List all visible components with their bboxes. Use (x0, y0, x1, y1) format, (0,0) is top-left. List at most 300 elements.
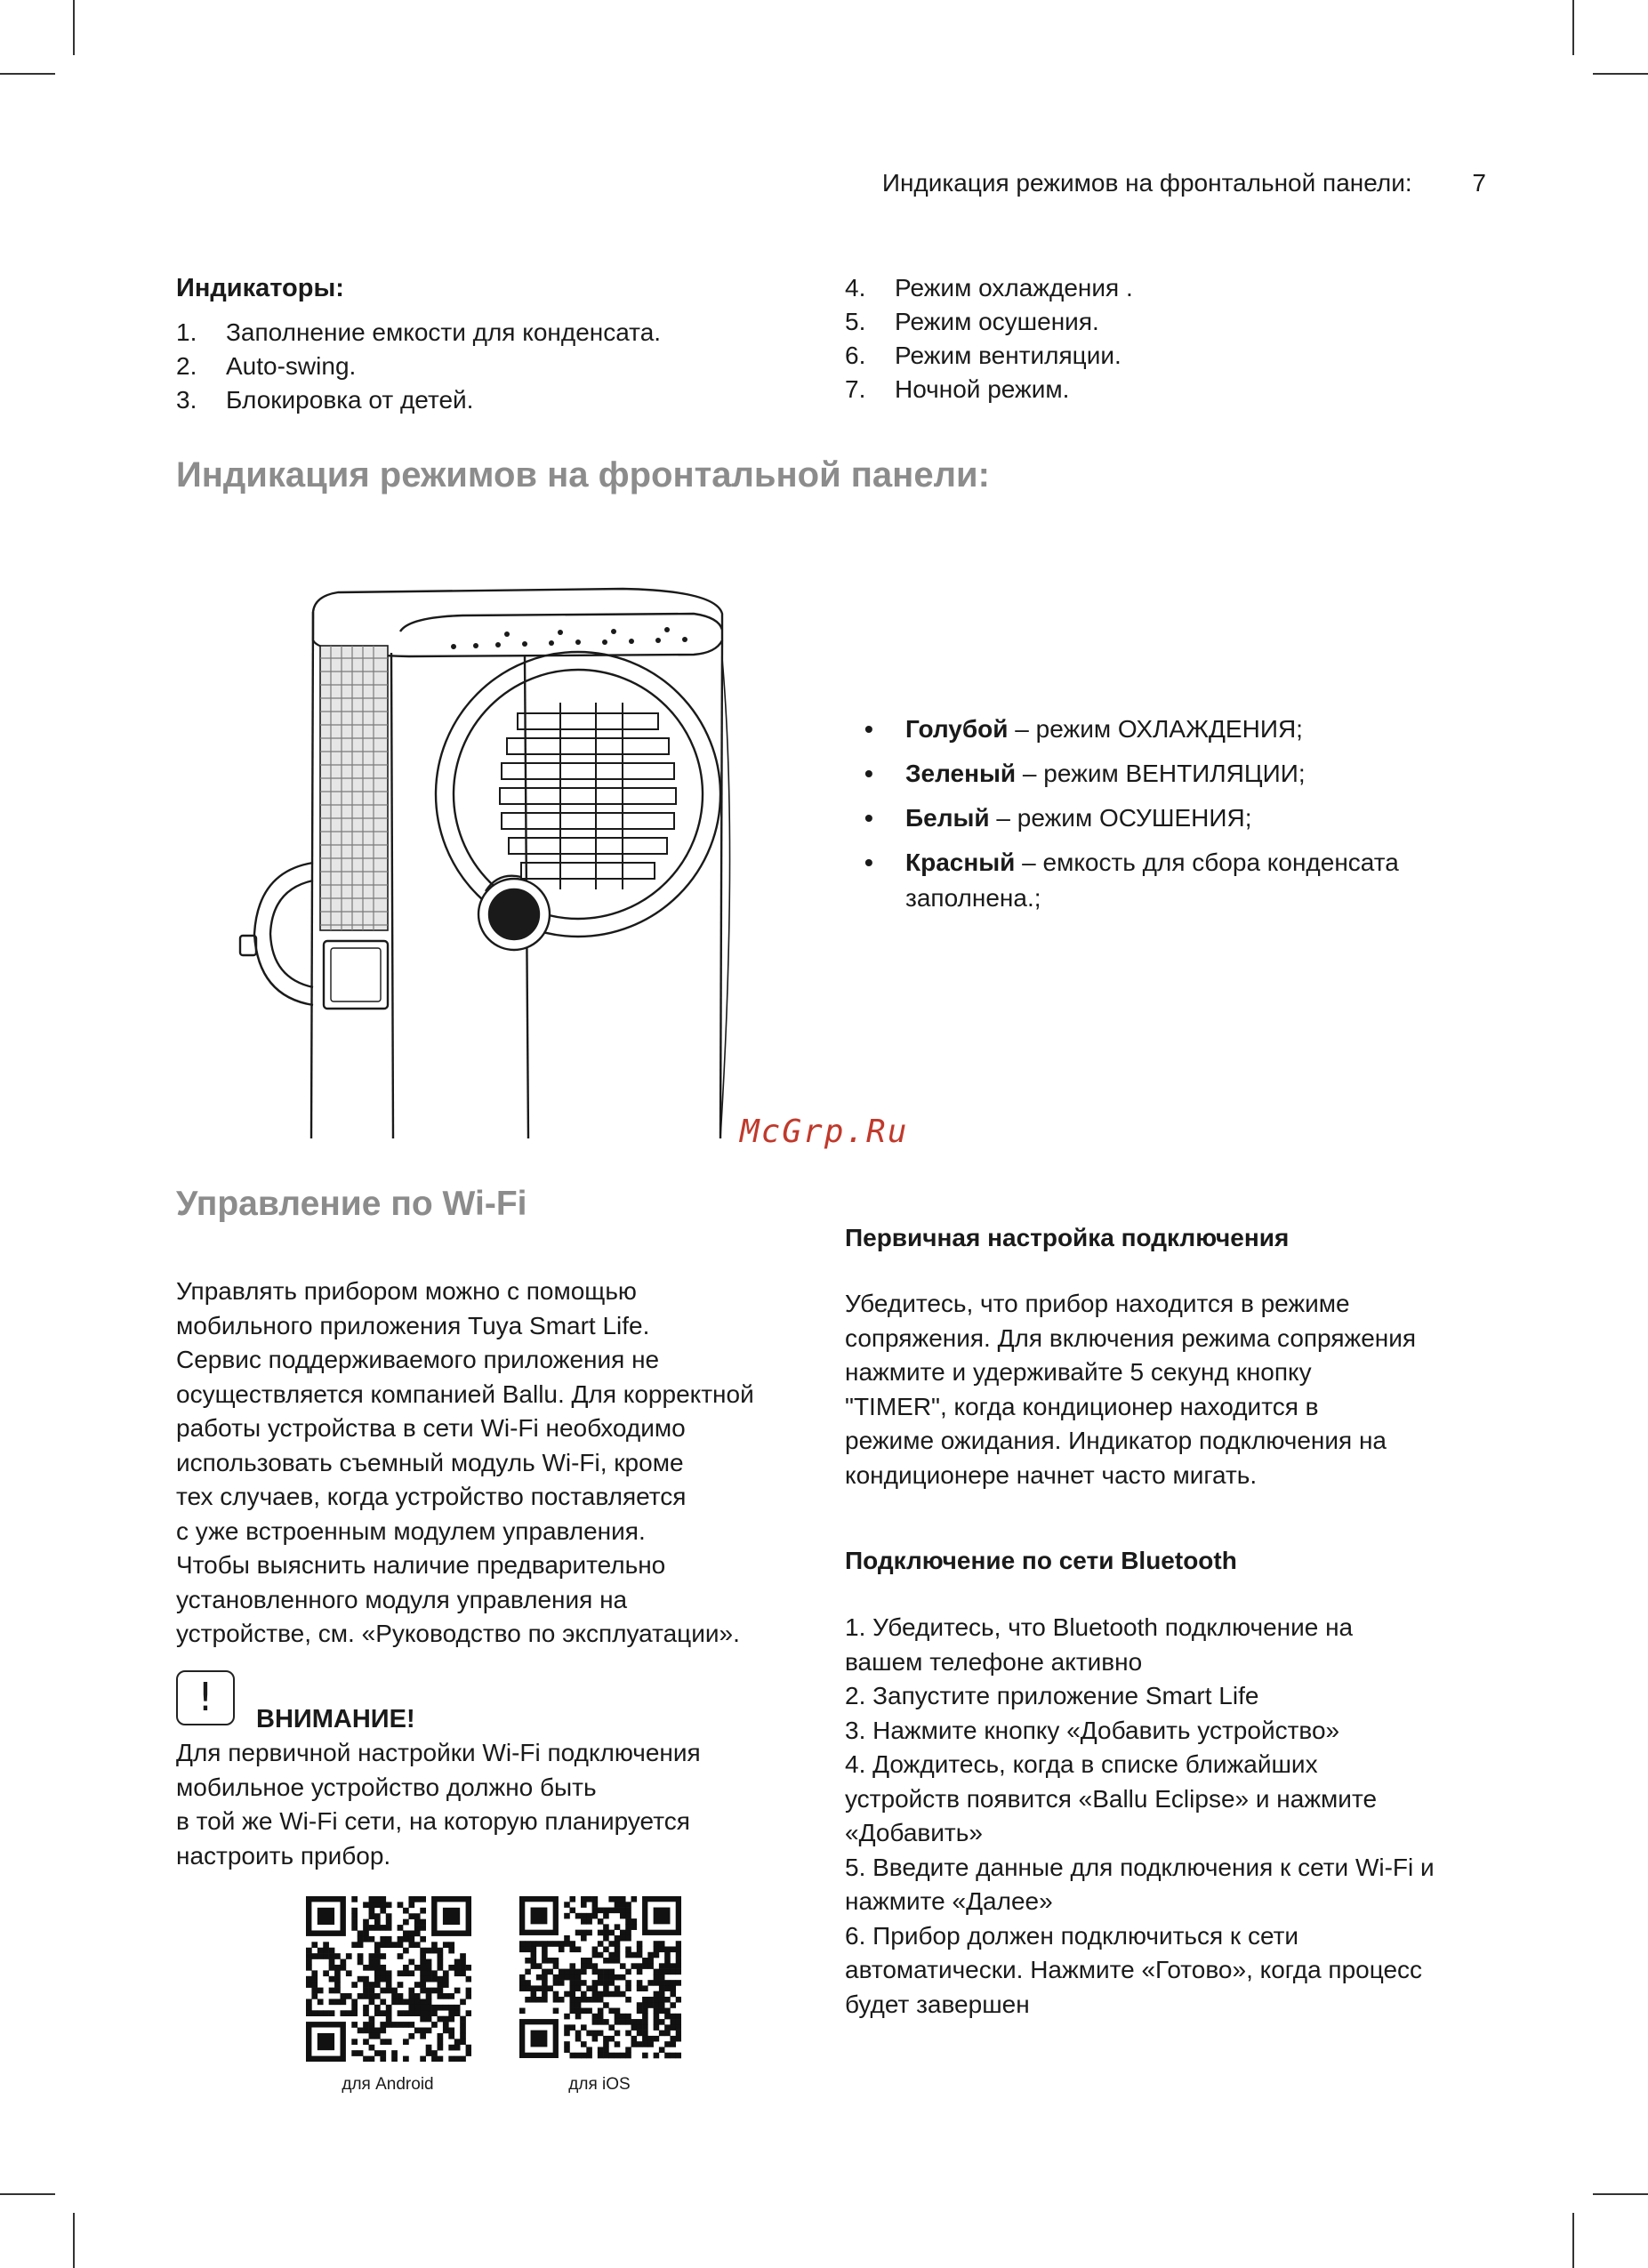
qr-module (398, 1925, 404, 1931)
qr-code-android[interactable] (306, 1896, 471, 2062)
qr-module (380, 1936, 386, 1942)
qr-module (438, 1953, 444, 1959)
qr-module (323, 1970, 329, 1976)
qr-module (408, 1936, 414, 1942)
qr-module (306, 1976, 312, 1982)
qr-module (380, 1942, 386, 1948)
bluetooth-steps (845, 1611, 1485, 2022)
qr-module (340, 2010, 346, 2016)
qr-finder-pattern (531, 2031, 548, 2047)
qr-module (531, 1946, 537, 1952)
qr-module (654, 2008, 660, 2015)
qr-module (380, 2050, 386, 2056)
qr-module (525, 1997, 531, 2003)
qr-module (318, 1953, 324, 1959)
qr-module (426, 2045, 432, 2051)
qr-module (642, 1958, 648, 1964)
qr-module (659, 1980, 665, 1986)
qr-module (659, 1969, 665, 1975)
text-line: "TIMER", когда кондиционер находится в (845, 1392, 1319, 1420)
qr-module (547, 1941, 553, 1947)
qr-module (598, 2019, 604, 2025)
qr-module (351, 1982, 358, 1988)
indicator-item (845, 271, 1467, 305)
qr-module (625, 1913, 631, 1919)
qr-module (448, 1942, 454, 1948)
qr-module (608, 1969, 615, 1975)
qr-module (659, 1991, 665, 1998)
qr-module (531, 1941, 537, 1947)
qr-module (386, 1919, 392, 1926)
qr-module (431, 1970, 438, 1976)
qr-module (369, 2028, 375, 2034)
running-title: Индикация режимов на фронтальной панели: (881, 169, 1412, 197)
qr-module (340, 1999, 346, 2005)
text-line: установленного модуля управления на (176, 1585, 628, 1613)
qr-module (363, 2056, 369, 2062)
qr-module (603, 2047, 609, 2053)
qr-module (536, 1985, 543, 1991)
qr-module (608, 2024, 615, 2031)
qr-module (460, 2033, 466, 2039)
qr-module (519, 1974, 526, 1981)
qr-module (380, 2010, 386, 2016)
qr-module (414, 1999, 421, 2005)
qr-module (575, 1980, 582, 1986)
qr-module (575, 1974, 582, 1981)
qr-module (323, 1942, 329, 1948)
qr-module (414, 1930, 421, 1936)
qr-code-ios[interactable] (519, 1896, 681, 2062)
qr-module (431, 2050, 438, 2056)
qr-module (438, 1982, 444, 1988)
qr-module (420, 1919, 426, 1926)
qr-module (625, 1902, 631, 1908)
qr-module (659, 1963, 665, 1969)
qr-module (519, 1985, 526, 1991)
qr-module (553, 1941, 559, 1947)
qr-module (334, 1965, 341, 1971)
qr-module (676, 2014, 681, 2020)
qr-module (659, 2008, 665, 2015)
qr-module (414, 2010, 421, 2016)
qr-module (374, 2033, 381, 2039)
text-line: 3. Нажмите кнопку «Добавить устройство» (845, 1716, 1340, 1744)
mode-color-desc: – емкость для сбора конденсата заполнена.; (905, 848, 1399, 912)
mode-color-desc: – режим ОХЛАЖДЕНИЯ; (1008, 715, 1303, 743)
qr-module (569, 1980, 575, 1986)
qr-module (374, 1913, 381, 1919)
qr-module (398, 1970, 404, 1976)
qr-module (531, 1952, 537, 1958)
qr-module (625, 1935, 631, 1942)
qr-module (620, 1991, 626, 1998)
qr-module (592, 2019, 599, 2025)
qr-module (603, 1924, 609, 1930)
qr-module (664, 1946, 671, 1952)
text-line: 4. Дождитесь, когда в списке ближайших (845, 1750, 1318, 1778)
qr-module (581, 1935, 587, 1942)
qr-module (654, 2014, 660, 2020)
qr-module (414, 1925, 421, 1931)
qr-module (363, 1930, 369, 1936)
qr-module (592, 1980, 599, 1986)
indicator-text: Блокировка от детей. (226, 386, 474, 414)
qr-module (519, 2008, 526, 2015)
qr-module (374, 1919, 381, 1926)
qr-module (608, 1991, 615, 1998)
qr-module (351, 1999, 358, 2005)
qr-module (603, 2036, 609, 2042)
qr-module (420, 1896, 426, 1902)
qr-module (386, 1925, 392, 1931)
qr-module (631, 1952, 638, 1958)
qr-module (637, 1963, 643, 1969)
qr-module (334, 1988, 341, 1994)
qr-module (615, 2008, 621, 2015)
qr-module (676, 2031, 681, 2037)
running-header (882, 169, 1486, 197)
qr-module (536, 1941, 543, 1947)
qr-module (620, 1963, 626, 1969)
qr-module (403, 2022, 409, 2028)
qr-module (559, 1980, 565, 1986)
qr-module (592, 2036, 599, 2042)
qr-module (311, 1993, 318, 1999)
qr-module (608, 1958, 615, 1964)
qr-module (351, 1919, 358, 1926)
mode-color-desc: – режим ВЕНТИЛЯЦИИ; (1016, 760, 1306, 787)
qr-module (420, 1982, 426, 1988)
qr-module (564, 1991, 570, 1998)
mode-bullet (864, 800, 1505, 836)
qr-module (581, 1958, 587, 1964)
qr-module (438, 2005, 444, 2011)
qr-module (637, 2019, 643, 2025)
qr-module (311, 1953, 318, 1959)
qr-module (564, 1902, 570, 1908)
qr-module (581, 2024, 587, 2031)
qr-module (466, 1988, 471, 1994)
qr-module (559, 1946, 565, 1952)
qr-module (391, 2056, 398, 2062)
qr-module (374, 1976, 381, 1982)
qr-module (664, 1985, 671, 1991)
qr-module (676, 1941, 681, 1947)
qr-module (598, 1952, 604, 1958)
qr-module (380, 1965, 386, 1971)
qr-module (547, 1969, 553, 1975)
qr-module (334, 1982, 341, 1988)
qr-module (403, 1936, 409, 1942)
qr-module (664, 1958, 671, 1964)
qr-module (592, 1902, 599, 1908)
qr-module (569, 1997, 575, 2003)
qr-module (426, 2050, 432, 2056)
qr-module (664, 1952, 671, 1958)
qr-module (615, 1896, 621, 1902)
qr-module (306, 1953, 312, 1959)
qr-module (564, 2041, 570, 2047)
qr-module (334, 1976, 341, 1982)
text-line: «Добавить» (845, 1819, 983, 1846)
qr-module (569, 1991, 575, 1998)
qr-module (438, 1965, 444, 1971)
qr-module (369, 1982, 375, 1988)
qr-module (553, 1974, 559, 1981)
mode-color-list (864, 712, 1505, 925)
qr-module (391, 1993, 398, 1999)
qr-module (615, 1958, 621, 1964)
qr-module (676, 1958, 681, 1964)
qr-module (664, 2008, 671, 2015)
qr-module (659, 1941, 665, 1947)
qr-module (408, 1959, 414, 1966)
qr-module (380, 1999, 386, 2005)
qr-module (625, 2014, 631, 2020)
indicator-text: Режим осушения. (895, 308, 1099, 335)
qr-module (531, 1991, 537, 1998)
qr-module (408, 1993, 414, 1999)
qr-module (542, 1958, 548, 1964)
qr-module (380, 2039, 386, 2045)
qr-module (642, 2041, 648, 2047)
qr-module (575, 2002, 582, 2008)
qr-module (670, 1946, 676, 1952)
qr-module (380, 1970, 386, 1976)
qr-module (586, 1913, 592, 1919)
qr-module (620, 1902, 626, 1908)
text-line: Для первичной настройки Wi-Fi подключения (176, 1739, 701, 1766)
qr-module (542, 1946, 548, 1952)
qr-module (615, 1952, 621, 1958)
qr-module (454, 2045, 461, 2051)
qr-module (586, 1918, 592, 1925)
qr-module (363, 1993, 369, 1999)
qr-module (420, 2033, 426, 2039)
mode-bullet (864, 756, 1505, 792)
qr-module (351, 1925, 358, 1931)
qr-module (374, 2010, 381, 2016)
qr-module (664, 2053, 671, 2059)
qr-module (363, 2039, 369, 2045)
qr-module (420, 1908, 426, 1914)
indicator-item (176, 316, 745, 350)
qr-module (664, 2041, 671, 2047)
qr-module (369, 1953, 375, 1959)
qr-module (615, 1941, 621, 1947)
qr-module (676, 1980, 681, 1986)
qr-module (466, 2050, 471, 2056)
qr-module (564, 1969, 570, 1975)
qr-module (318, 1988, 324, 1994)
qr-module (414, 1942, 421, 1948)
bluetooth-heading: Подключение по сети Bluetooth (845, 1547, 1237, 1574)
qr-module (369, 1936, 375, 1942)
qr-module (564, 1941, 570, 1947)
text-line: сопряжения. Для включения режима сопряжения (845, 1323, 1417, 1352)
qr-module (642, 2053, 648, 2059)
qr-module (598, 2031, 604, 2037)
mode-color-term: Зеленый (905, 760, 1017, 787)
qr-module (431, 2010, 438, 2016)
air-conditioner-illustration (231, 578, 738, 1147)
qr-module (592, 1908, 599, 1914)
qr-module (575, 2008, 582, 2015)
qr-module (598, 1930, 604, 1936)
qr-module (323, 1953, 329, 1959)
qr-module (625, 1997, 631, 2003)
qr-module (358, 1936, 364, 1942)
qr-module (670, 1963, 676, 1969)
qr-module (443, 2028, 449, 2034)
qr-module (426, 2010, 432, 2016)
qr-module (592, 1969, 599, 1975)
indicator-number: 2. (176, 352, 197, 380)
crop-mark (73, 0, 75, 55)
qr-finder-pattern (443, 1908, 460, 1925)
qr-module (323, 1948, 329, 1954)
qr-module (664, 2014, 671, 2020)
qr-module (598, 2047, 604, 2053)
qr-module (398, 1982, 404, 1988)
qr-module (553, 1997, 559, 2003)
qr-module (391, 2022, 398, 2028)
qr-module (659, 2019, 665, 2025)
qr-module (311, 2010, 318, 2016)
indicator-item (845, 373, 1467, 406)
qr-module (369, 1993, 375, 1999)
qr-module (592, 1896, 599, 1902)
text-line: кондиционере начнет часто мигать. (845, 1460, 1258, 1489)
qr-module (637, 2041, 643, 2047)
text-line: режиме ожидания. Индикатор подключения на (845, 1427, 1387, 1454)
qr-module (654, 1969, 660, 1975)
qr-module (460, 2016, 466, 2023)
qr-module (581, 2008, 587, 2015)
indicator-text: Ночной режим. (895, 375, 1070, 403)
qr-module (670, 2014, 676, 2020)
qr-module (420, 1936, 426, 1942)
qr-module (466, 2010, 471, 2016)
qr-module (403, 1965, 409, 1971)
qr-module (575, 2014, 582, 2020)
qr-module (454, 2010, 461, 2016)
qr-module (654, 1991, 660, 1998)
qr-module (525, 1958, 531, 1964)
qr-module (615, 2041, 621, 2047)
qr-module (448, 2005, 454, 2011)
qr-module (426, 2005, 432, 2011)
qr-module (358, 1930, 364, 1936)
qr-module (608, 1974, 615, 1981)
qr-module (391, 1942, 398, 1948)
qr-module (306, 1965, 312, 1971)
qr-module (603, 1908, 609, 1914)
qr-module (592, 1946, 599, 1952)
qr-module (306, 1959, 312, 1966)
qr-module (358, 1993, 364, 1999)
qr-module (569, 1896, 575, 1902)
modes-heading: Индикация режимов на фронтальной панели: (176, 455, 990, 495)
qr-module (637, 2002, 643, 2008)
qr-module (569, 1985, 575, 1991)
qr-finder-pattern (531, 1908, 548, 1925)
qr-module (586, 1958, 592, 1964)
qr-module (443, 2022, 449, 2028)
qr-module (380, 1902, 386, 1908)
qr-module (414, 2005, 421, 2011)
qr-module (398, 1993, 404, 1999)
qr-module (363, 1982, 369, 1988)
qr-module (586, 1963, 592, 1969)
indicator-item (845, 339, 1467, 373)
qr-module (676, 1969, 681, 1975)
qr-module (654, 1980, 660, 1986)
qr-module (374, 2005, 381, 2011)
text-line: работы устройства в сети Wi-Fi необходимо (176, 1414, 686, 1442)
qr-module (531, 1985, 537, 1991)
qr-module (525, 1985, 531, 1991)
qr-module (426, 1988, 432, 1994)
qr-module (569, 1963, 575, 1969)
qr-module (318, 2010, 324, 2016)
text-line: настроить прибор. (176, 1841, 391, 1870)
qr-module (531, 1997, 537, 2003)
qr-module (598, 2053, 604, 2059)
qr-module (569, 1946, 575, 1952)
qr-module (676, 1963, 681, 1969)
qr-module (403, 2010, 409, 2016)
indicator-number: 1. (176, 318, 197, 346)
qr-module (369, 1988, 375, 1994)
qr-module (598, 1974, 604, 1981)
qr-module (659, 1985, 665, 1991)
qr-module (625, 2047, 631, 2053)
qr-module (351, 2022, 358, 2028)
qr-module (403, 1919, 409, 1926)
qr-module (659, 2047, 665, 2053)
qr-module (460, 1953, 466, 1959)
qr-module (329, 1988, 335, 1994)
qr-module (466, 1965, 471, 1971)
qr-module (408, 1930, 414, 1936)
qr-module (386, 1902, 392, 1908)
qr-module (408, 1902, 414, 1908)
qr-module (398, 1953, 404, 1959)
qr-module (414, 1919, 421, 1926)
qr-module (625, 1918, 631, 1925)
qr-module (670, 2019, 676, 2025)
qr-module (369, 1925, 375, 1931)
qr-module (592, 1997, 599, 2003)
qr-module (581, 1963, 587, 1969)
qr-module (334, 1953, 341, 1959)
qr-module (581, 1918, 587, 1925)
qr-module (664, 2024, 671, 2031)
qr-module (391, 1988, 398, 1994)
qr-module (654, 2053, 660, 2059)
indicator-number: 6. (845, 342, 866, 369)
qr-module (340, 1965, 346, 1971)
qr-module (575, 1997, 582, 2003)
qr-module (575, 1969, 582, 1975)
qr-module (564, 1913, 570, 1919)
qr-module (654, 1946, 660, 1952)
qr-module (363, 2022, 369, 2028)
qr-module (625, 1924, 631, 1930)
qr-module (654, 2019, 660, 2025)
